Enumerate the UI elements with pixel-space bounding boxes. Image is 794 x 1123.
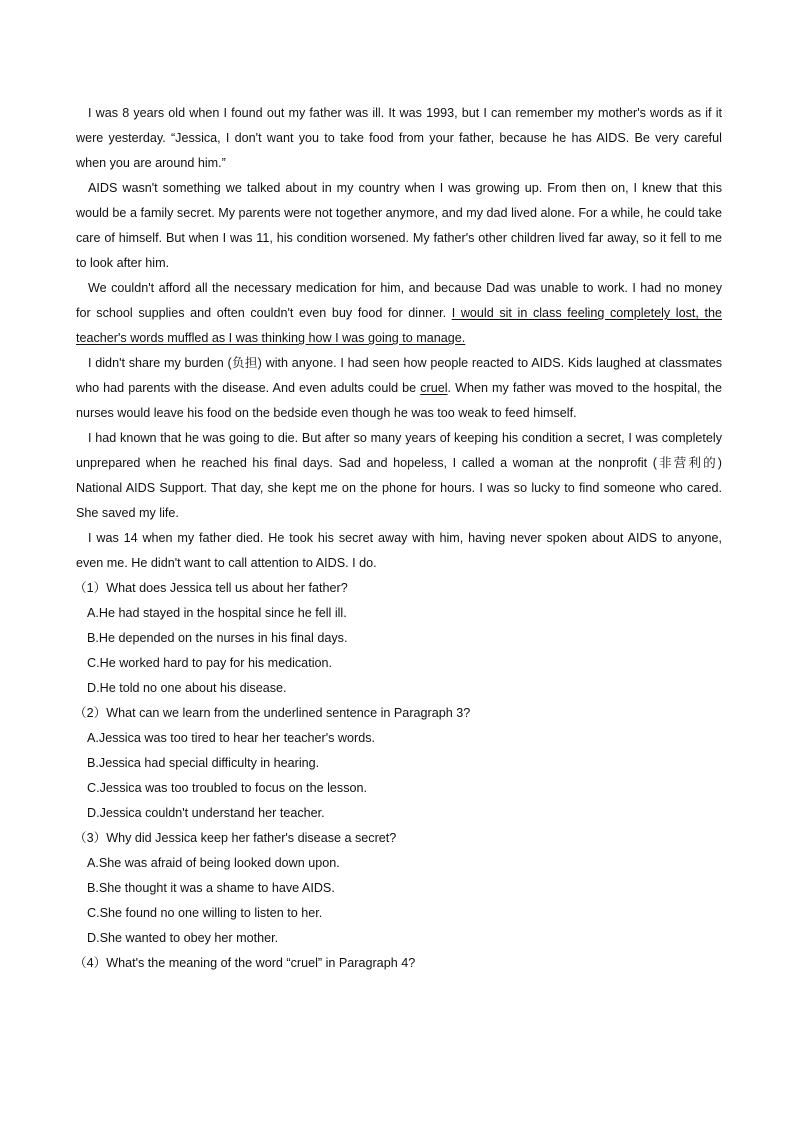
question-3-option-d: D.She wanted to obey her mother. (87, 931, 279, 945)
question-1-stem: （1）What does Jessica tell us about her father? (74, 581, 348, 595)
question-3-option-c: C.She found no one willing to listen to her. (87, 906, 323, 920)
paragraph-2: AIDS wasn't something we talked about in my country when I was growing up. From then on, I knew that this would be a family secret. My parents were not together anymore, and my dad lived alone. For a while, he could take care of himself. But when I was 11, his condition worsened. My father's other children lived far away, so it fell to me to look after him. (76, 181, 722, 270)
question-1-option-d: D.He told no one about his disease. (87, 681, 287, 695)
paragraph-4-text-a: I didn't share my burden (负担) with anyone. I had seen how people reacted to AIDS. Kids laughed at classmates who had parents with the disease. And even adults could be (76, 356, 722, 395)
question-1-option-b: B.He depended on the nurses in his final days. (87, 631, 348, 645)
paragraph-6: I was 14 when my father died. He took his secret away with him, having never spoken about AIDS to anyone, even me. He didn't want to call attention to AIDS. I do. (76, 531, 722, 570)
question-2-option-a: A.Jessica was too tired to hear her teacher's words. (87, 731, 375, 745)
question-list (76, 576, 722, 976)
question-2-option-c: C.Jessica was too troubled to focus on the lesson. (87, 781, 368, 795)
question-4-stem: （4）What's the meaning of the word “cruel” in Paragraph 4? (74, 956, 416, 970)
question-3-option-a: A.She was afraid of being looked down upon. (87, 856, 340, 870)
paragraph-1: I was 8 years old when I found out my father was ill. It was 1993, but I can remember my mother's words as if it were yesterday. “Jessica, I don't want you to take food from your father, because he has AIDS. Be very careful when you are around him.” (76, 106, 722, 170)
paragraph-3 (76, 276, 722, 351)
paragraph-4-text-b: . When my father was moved to the hospital, the nurses would leave his food on the bedside even though he was too weak to feed himself. (76, 381, 722, 420)
question-3-option-b: B.She thought it was a shame to have AIDS. (87, 881, 335, 895)
paragraph-3-text: We couldn't afford all the necessary medication for him, and because Dad was unable to work. I had no money for school supplies and often couldn't even buy food for dinner. (76, 281, 722, 320)
underlined-sentence: I would sit in class feeling completely lost, the teacher's words muffled as I was thinking how I was going to manage. (76, 306, 722, 345)
paragraph-5: I had known that he was going to die. But after so many years of keeping his condition a secret, I was completely unprepared when he reached his final days. Sad and hopeless, I called a woman at the nonprofit (非营利的) National AIDS Support. That day, she kept me on the phone for hours. I was so lucky to find someone who cared. She saved my life. (76, 431, 722, 520)
question-1-option-c: C.He worked hard to pay for his medication. (87, 656, 332, 670)
question-1-option-a: A.He had stayed in the hospital since he fell ill. (87, 606, 347, 620)
question-2-option-b: B.Jessica had special difficulty in hearing. (87, 756, 320, 770)
reading-passage (76, 101, 722, 576)
underlined-word-cruel: cruel (420, 381, 448, 395)
question-2-stem: （2）What can we learn from the underlined sentence in Paragraph 3? (74, 706, 471, 720)
question-2-option-d: D.Jessica couldn't understand her teacher. (87, 806, 325, 820)
question-3-stem: （3）Why did Jessica keep her father's disease a secret? (74, 831, 397, 845)
paragraph-4 (76, 351, 722, 426)
document-page (76, 101, 722, 976)
